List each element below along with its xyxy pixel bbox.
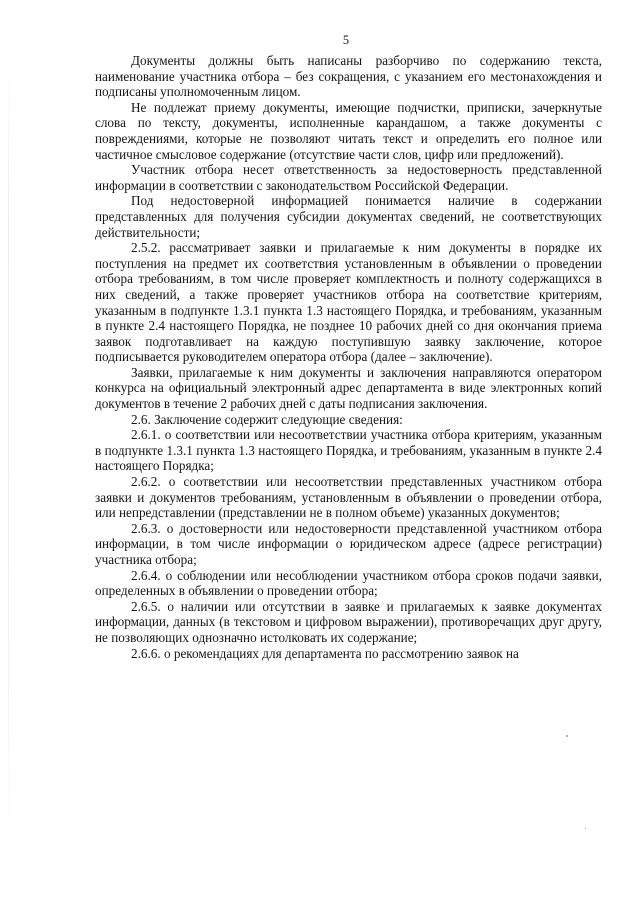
- page-number: 5: [342, 33, 350, 47]
- paragraph: 2.6. Заключение содержит следующие сведения:: [131, 411, 403, 427]
- paragraph: 2.6.3. о достоверности или недостоверности представленной участником отбора информации, в том числе информации о юридическом адресе (адресе регистрации) участника отбора;: [95, 520, 602, 567]
- paragraph: 2.6.4. о соблюдении или несоблюдении участником отбора сроков подачи заявки, определенных в объявлении о проведении отбора;: [95, 567, 602, 599]
- paragraph: 2.6.6. о рекомендациях для департамента по рассмотрению заявок на: [131, 645, 519, 661]
- paragraph: Под недостоверной информацией понимается наличие в содержании представленных для получения субсидии документах сведений, не соответствующих действительности;: [95, 193, 602, 240]
- paragraph: 2.6.5. о наличии или отсутствии в заявке и прилагаемых к заявке документах информации, данных (в текстовом и цифровом выражении), противоречащих друг другу, не позволяющих однозначно истолковать их содержание;: [95, 598, 602, 645]
- paragraph: Документы должны быть написаны разборчиво по содержанию текста, наименование участника отбора – без сокращения, с указанием его местонахождения и подписаны уполномоченным лицом.: [95, 53, 602, 100]
- paragraph: Участник отбора несет ответственность за недостоверность представленной информации в соответствии с законодательством Российской Федерации.: [95, 162, 602, 193]
- paragraph: 2.6.1. о соответствии или несоответствии участника отбора критериям, указанным в подпункте 1.3.1 пункта 1.3 настоящего Порядка, и требованиям, указанным в пункте 2.4 настоящего Порядка;: [95, 427, 602, 474]
- paragraph: Заявки, прилагаемые к ним документы и заключения направляются оператором конкурса на официальный электронный адрес департамента в виде электронных копий документов в течение 2 рабочих дней с даты подписания заключения.: [95, 364, 602, 412]
- paragraph: Не подлежат приему документы, имеющие подчистки, приписки, зачеркнутые слова по тексту, документы, исполненные карандашом, а также документы с повреждениями, которые не позволяют читать текст и определить его полное или частичное смысловое содержание (отсутствие части слов, цифр или предложений).: [95, 99, 602, 162]
- paragraph: 2.5.2. рассматривает заявки и прилагаемые к ним документы в порядке их поступления на предмет их соответствия установленным в объявлении о проведении отбора требованиям, в том числе проверяет комплектность и полноту содержащихся в них сведений, а также проверяет участников отбора на соответствие критериям, указанным в подпункте 1.3.1 пункта 1.3 настоящего Порядка, и требованиям, указанным в пункте 2.4 настоящего Порядка, не позднее 10 рабочих дней со дня окончания приема заявок подготавливает на каждую поступившую заявку заключение, которое подписывается руководителем оператора отбора (далее – заключение).: [95, 240, 602, 365]
- document-body: [95, 53, 602, 661]
- scan-edge-shadow: [8, 60, 9, 840]
- scan-speck: [585, 828, 586, 829]
- scan-speck: [566, 735, 568, 737]
- paragraph: 2.6.2. о соответствии или несоответствии представленных участником отбора заявки и документов требованиям, установленным в объявлении о проведении отбора, или непредставлении (представлении не в полном объеме) указанных документов;: [95, 474, 602, 521]
